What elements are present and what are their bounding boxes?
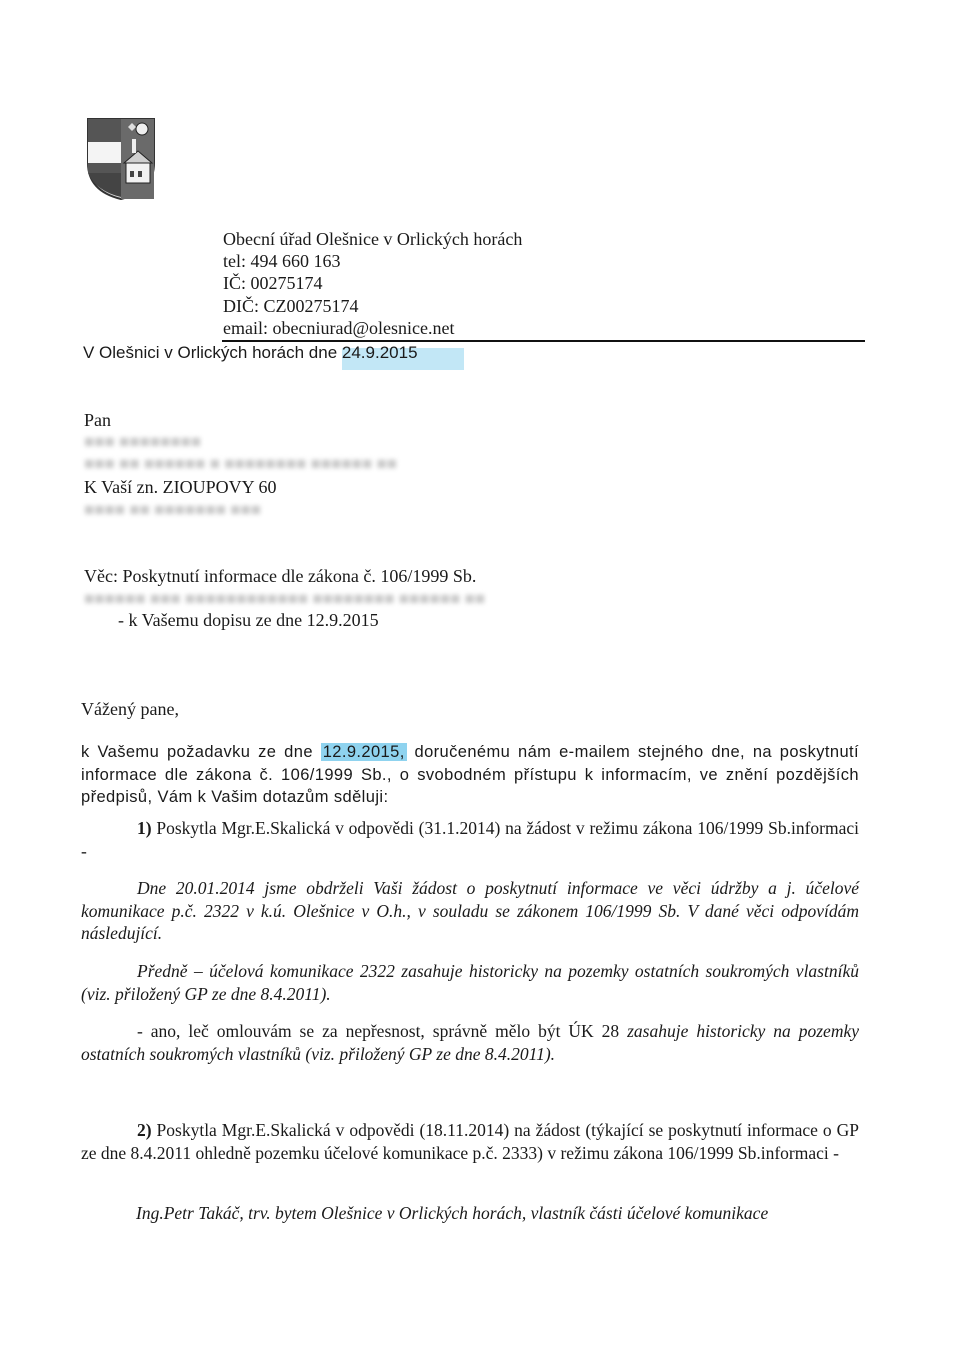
dic: DIČ: CZ00275174 bbox=[223, 295, 359, 316]
letterhead bbox=[223, 228, 522, 339]
redacted-subject: ■■■■■■ ■■■ ■■■■■■■■■■■■ ■■■■■■■■ ■■■■■■ ■■ bbox=[84, 589, 486, 608]
greeting: Vážený pane, bbox=[81, 699, 179, 719]
reference: K Vaší zn. ZIOUPOVY 60 bbox=[84, 477, 277, 497]
subject-line: Věc: Poskytnutí informace dle zákona č. 106/1999 Sb. bbox=[84, 566, 477, 586]
header-divider bbox=[222, 340, 865, 342]
item-1-answer-italic: zasahuje historicky na pozemky ostatních soukromých vlastníků (viz. přiložený GP ze dne 8.4.2011). bbox=[81, 1021, 859, 1064]
letter-date: 24.9.2015 bbox=[341, 343, 418, 362]
item-1-quote: Dne 20.01.2014 jsme obdrželi Vaši žádost o poskytnutí informace ve věci údržby a j. účelové komunikace p.č. 2322 v k.ú. Olešnice v O.h., v souladu se zákonem 106/1999 Sb. V dané věci odpovídám následující. bbox=[81, 878, 859, 943]
email: email: obecniurad@olesnice.net bbox=[223, 317, 455, 338]
place-date bbox=[83, 343, 418, 363]
item-1-number: 1) bbox=[137, 818, 152, 838]
intro-after: doručenému nám e-mailem stejného dne, na poskytnutí informace dle zákona č. 106/1999 Sb., o svobodném přístupu k informacím, ve znění pozdějších předpisů, Vám k Vašim dotazům sděluji: bbox=[81, 743, 859, 806]
subject-sub: - k Vašemu dopisu ze dne 12.9.2015 bbox=[118, 610, 379, 630]
intro-highlighted-date: 12.9.2015, bbox=[322, 743, 405, 761]
redacted-reference: ■■■■ ■■ ■■■■■■■ ■■■ bbox=[84, 500, 262, 519]
item-2-quote: Ing.Petr Takáč, trv. bytem Olešnice v Orlických horách, vlastník části účelové komunikace bbox=[136, 1203, 769, 1223]
phone: tel: 494 660 163 bbox=[223, 251, 341, 272]
item-1-answer bbox=[81, 1020, 859, 1065]
office-name: Obecní úřad Olešnice v Orlických horách bbox=[223, 229, 523, 249]
redacted-name: ■■■ ■■■■■■■■ bbox=[84, 432, 202, 451]
item-1 bbox=[81, 817, 859, 862]
municipal-coat-of-arms bbox=[86, 117, 156, 201]
intro-paragraph bbox=[81, 741, 859, 809]
place-prefix: V Olešnici v Orlických horách dne bbox=[83, 343, 338, 362]
redacted-address: ■■■ ■■ ■■■■■■ ■ ■■■■■■■■ ■■■■■■ ■■ bbox=[84, 454, 398, 473]
recipient-salutation: Pan bbox=[84, 410, 111, 430]
item-2-text: Poskytla Mgr.E.Skalická v odpovědi (18.11.2014) na žádost (týkající se poskytnutí informace o GP ze dne 8.4.2011 ohledně pozemku účelové komunikace p.č. 2333) v režimu zákona 106/1999 Sb.informaci - bbox=[81, 1120, 859, 1163]
item-2 bbox=[81, 1119, 859, 1164]
ico: IČ: 00275174 bbox=[223, 273, 323, 294]
item-1-answer-plain: - ano, leč omlouvám se za nepřesnost, správně mělo být ÚK 28 bbox=[137, 1021, 628, 1041]
item-2-number: 2) bbox=[137, 1120, 152, 1140]
intro-before: k Vašemu požadavku ze dne bbox=[81, 743, 321, 761]
item-1-text: Poskytla Mgr.E.Skalická v odpovědi (31.1.2014) na žádost v režimu zákona 106/1999 Sb.informaci - bbox=[81, 818, 859, 861]
item-1-quote-2: Předně – účelová komunikace 2322 zasahuje historicky na pozemky ostatních soukromých vlastníků (viz. přiložený GP ze dne 8.4.2011). bbox=[81, 961, 859, 1004]
